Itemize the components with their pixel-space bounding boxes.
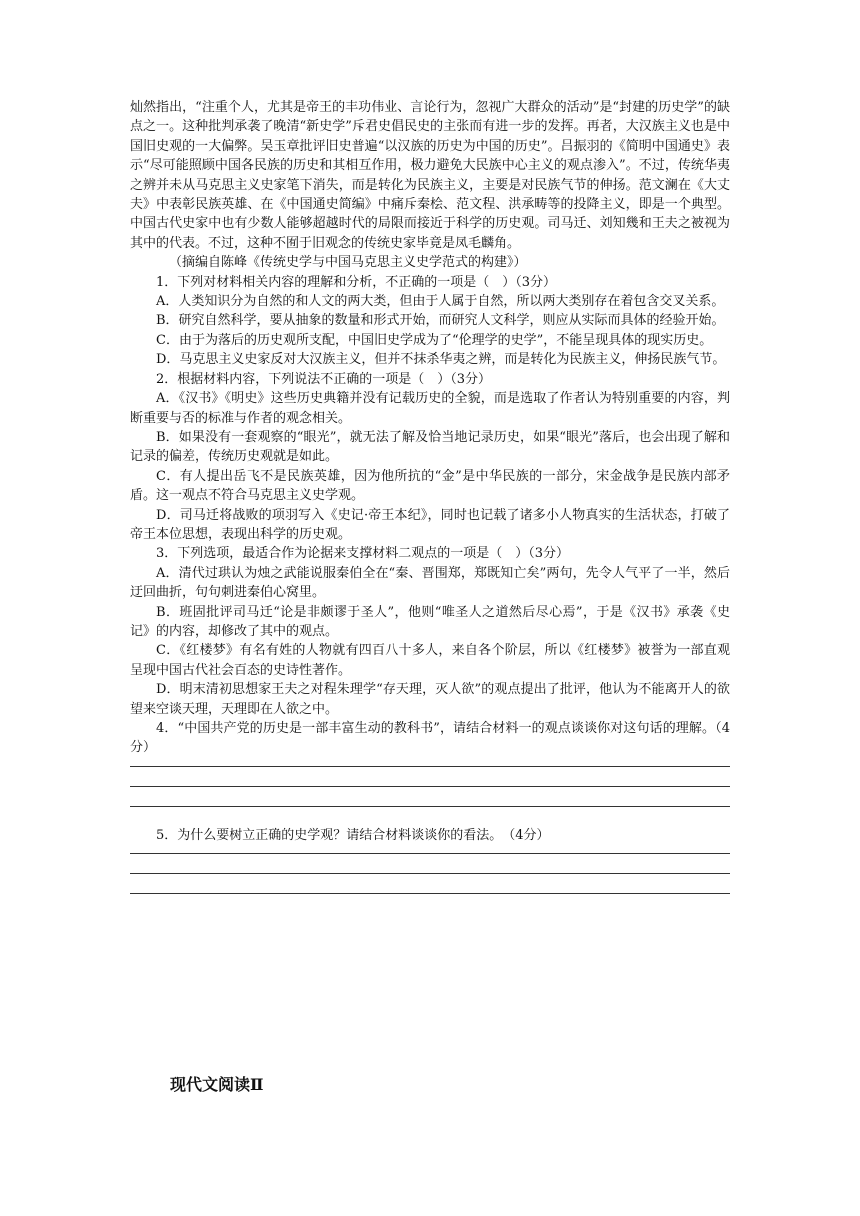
option-a: A．《汉书》《明史》这些历史典籍并没有记载历史的全貌，而是选取了作者认为特别重要的内容，判断重要与否的标准与作者的观念相关。 — [130, 391, 730, 426]
question-5 — [130, 826, 730, 894]
answer-line[interactable] — [130, 873, 730, 874]
question-stem: 5．为什么要树立正确的史学观？请结合材料谈谈你的看法。 （4分） — [156, 827, 550, 843]
option-d: D．明末清初思想家王夫之对程朱理学“存天理，灭人欲”的观点提出了批评，他认为不能离开人的欲望来空谈天理，天理即在人欲之中。 — [130, 682, 730, 717]
passage-text: 灿然指出，“注重个人，尤其是帝王的丰功伟业、言论行为，忽视广大群众的活动”是“封建的历史学”的缺点之一。这种批判承袭了晚清“新史学”斥君史倡民史的主张而有进一步的发挥。再者，大汉族主义也是中国旧史观的一大偏弊。吴玉章批评旧史普遍“以汉族的历史为中国的历史”。吕振羽的《简明中国通史》表示“尽可能照顾中国各民族的历史和其相互作用，极力避免大民族中心主义的观点渗入”。不过，传统华夷之辨并未从马克思主义史家笔下消失，而是转化为民族主义，主要是对民族气节的伸扬。范文澜在《大丈夫》中表彰民族英雄、在《中国通史简编》中痛斥秦桧、范文程、洪承畴等的投降主义，即是一个典型。中国古代史家中也有少数人能够超越时代的局限而接近于科学的历史观。司马迁、刘知幾和王夫之被视为其中的代表。不过，这种不囿于旧观念的传统史家毕竟是凤毛麟角。 — [130, 100, 730, 251]
section-title: 现代文阅读Ⅱ — [170, 1075, 264, 1094]
option-b: B．如果没有一套观察的“眼光”，就无法了解及恰当地记录历史，如果“眼光”落后，也会出现了解和记录的偏差，传统历史观就是如此。 — [130, 429, 730, 465]
question-stem: 1．下列对材料相关内容的理解和分析，不正确的一项是（ ）（3分） — [156, 274, 557, 290]
answer-line[interactable] — [130, 766, 730, 767]
option-b: B．研究自然科学，要从抽象的数量和形式开始，而研究人文科学，则应从实际而具体的经验开始。 — [156, 313, 725, 329]
option-a: A．清代过珙认为烛之武能说服秦伯全在“秦、晋围郑，郑既知亡矣”两句，先令人气平了一半，然后迂回曲折，句句刺进秦伯心窝里。 — [130, 565, 730, 601]
question-stem: 4．“中国共产党的历史是一部丰富生动的教科书”，请结合材料一的观点谈谈你对这句话的理解。（4分） — [130, 721, 730, 756]
option-d: D．马克思主义史家反对大汉族主义，但并不抹杀华夷之辨，而是转化为民族主义，伸扬民族气节。 — [156, 352, 726, 368]
question-1 — [130, 273, 730, 370]
question-2 — [130, 370, 730, 545]
question-stem: 3．下列选项，最适合作为论据来支撑材料二观点的一项是（ ）（3分） — [156, 546, 570, 562]
answer-line[interactable] — [130, 893, 730, 894]
answer-lines — [130, 766, 730, 807]
answer-line[interactable] — [130, 806, 730, 807]
option-c: C．有人提出岳飞不是民族英雄，因为他所抗的“金”是中华民族的一部分，宋金战争是民族内部矛盾。这一观点不符合马克思主义史学观。 — [130, 468, 730, 504]
document-body — [130, 98, 730, 913]
answer-line[interactable] — [130, 853, 730, 854]
source-citation: （摘编自陈峰《传统史学与中国马克思主义史学范式的构建》） — [169, 255, 527, 271]
question-3 — [130, 544, 730, 719]
question-stem: 2．根据材料内容，下列说法不正确的一项是（ ）（3分） — [156, 371, 492, 387]
option-d: D．司马迁将战败的项羽写入《史记·帝王本纪》，同时也记载了诸多小人物真实的生活状态，打破了帝王本位思想，表现出科学的历史观。 — [130, 507, 730, 542]
question-4 — [130, 719, 730, 807]
answer-line[interactable] — [130, 786, 730, 787]
answer-lines — [130, 853, 730, 894]
option-a: A．人类知识分为自然的和人文的两大类，但由于人属于自然，所以两大类别存在着包含交叉关系。 — [156, 294, 725, 310]
option-b: B．班固批评司马迁“论是非颇谬于圣人”，他则“唯圣人之道然后尽心焉”，于是《汉书》承袭《史记》的内容，却修改了其中的观点。 — [130, 604, 730, 639]
option-c: C．由于为落后的历史观所支配，中国旧史学成为了“伦理学的史学”，不能呈现具体的现实历史。 — [156, 332, 713, 348]
option-c: C．《红楼梦》有名有姓的人物就有四百八十多人，来自各个阶层，所以《红楼梦》被誉为一部直观呈现中国古代社会百态的史诗性著作。 — [130, 643, 730, 678]
